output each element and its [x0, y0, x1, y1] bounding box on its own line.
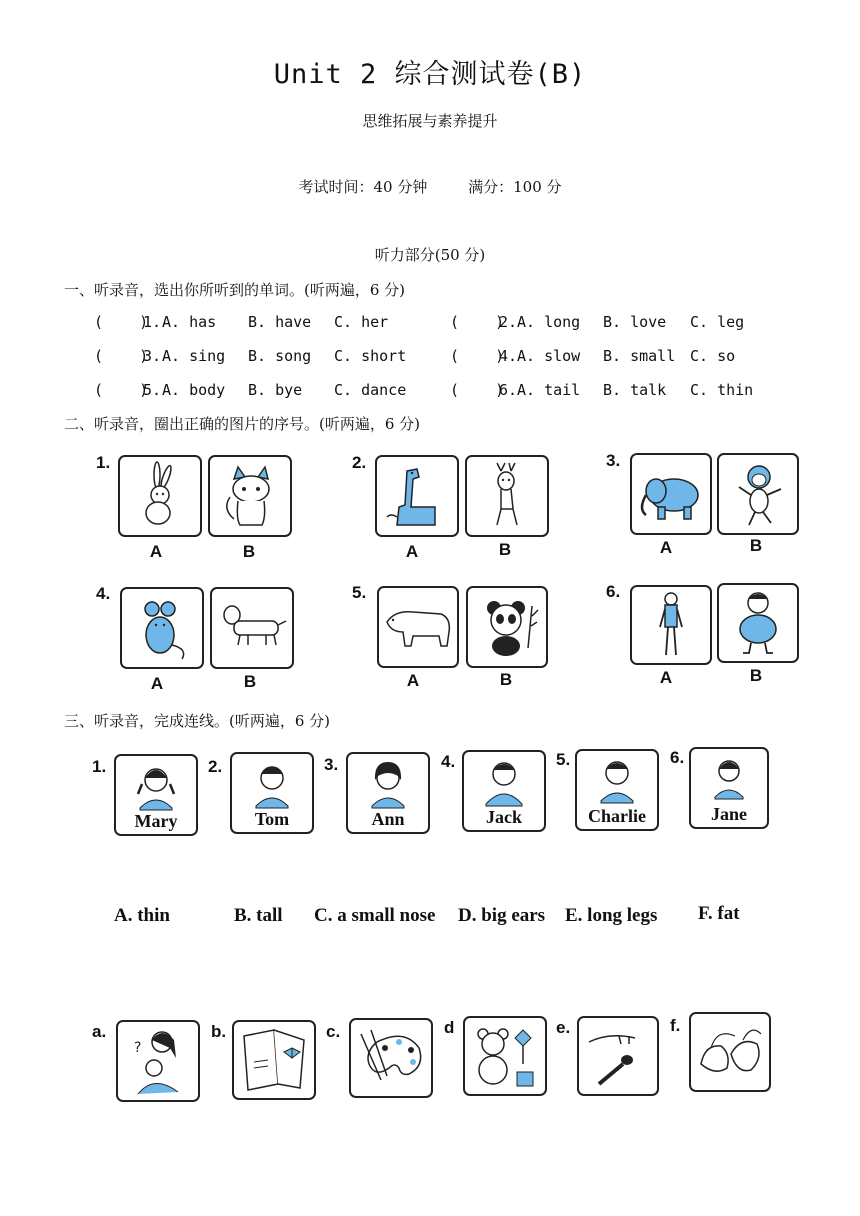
option-b: B. talk [603, 381, 667, 399]
panda-icon [468, 588, 546, 666]
activity-picture[interactable] [577, 1016, 659, 1096]
cat-icon [210, 457, 290, 535]
option-b: B. love [603, 313, 667, 331]
person-card[interactable] [689, 747, 769, 829]
picture-number: c. [326, 1022, 341, 1041]
elephant-icon [632, 455, 710, 533]
mouse-icon [122, 589, 202, 667]
question-row-2 [0, 347, 860, 369]
question-number: 2. [499, 313, 518, 331]
person-card[interactable] [114, 754, 198, 836]
person-name: Mary [134, 811, 178, 831]
item-number: 5. [352, 583, 367, 602]
picture-option-b[interactable] [465, 455, 549, 537]
thin-boy-icon [632, 587, 710, 663]
person-number: 3. [324, 755, 339, 774]
item-number: 1. [96, 453, 111, 472]
card-icon [234, 1022, 314, 1098]
item-number: 3. [606, 451, 621, 470]
toys-icon [465, 1018, 545, 1094]
option-b: B. bye [248, 381, 303, 399]
section2-heading: 二、听录音，圈出正确的图片的序号。(听两遍，6 分) [64, 415, 421, 433]
option-label-b: B [749, 666, 763, 685]
question-number: 5. [143, 381, 162, 399]
option-label-a: A [150, 674, 164, 693]
answer-paren[interactable]: ( ) [450, 313, 505, 331]
picture-option-a[interactable] [377, 586, 459, 668]
option-c: C. so [690, 347, 736, 365]
person-number: 6. [670, 748, 685, 767]
picture-option-a[interactable] [118, 455, 202, 537]
option-a: A. has [162, 313, 217, 331]
mother-child-icon [118, 1022, 198, 1100]
person-card[interactable] [230, 752, 314, 834]
option-b: B. song [248, 347, 312, 365]
item-number: 6. [606, 582, 621, 601]
picture-number: f. [670, 1016, 681, 1035]
option-label-b: B [749, 536, 763, 555]
picture-option-b[interactable] [717, 453, 799, 535]
picture-option-a[interactable] [375, 455, 459, 537]
fat-boy-icon [719, 585, 797, 661]
question-number: 1. [143, 313, 162, 331]
option-label-a: A [659, 538, 673, 557]
option-a: A. sing [162, 347, 226, 365]
option-c: C. her [334, 313, 389, 331]
picture-option-b[interactable] [208, 455, 292, 537]
person-number: 5. [556, 750, 571, 769]
picture-number: e. [556, 1018, 571, 1037]
activity-picture[interactable] [463, 1016, 547, 1096]
answer-paren[interactable]: ( ) [94, 313, 149, 331]
option-label-b: B [498, 540, 512, 559]
description-option[interactable]: D. big ears [458, 905, 546, 926]
person-card[interactable] [462, 750, 546, 832]
description-option[interactable]: C. a small nose [314, 905, 436, 926]
svg-text:?: ? [134, 1040, 142, 1056]
picture-option-b[interactable] [466, 586, 548, 668]
section1-heading: 一、听录音，选出你所听到的单词。(听两遍，6 分) [64, 281, 406, 299]
picture-option-a[interactable] [630, 453, 712, 535]
question-row-3 [0, 381, 860, 403]
person-name: Jack [486, 807, 522, 827]
person-card[interactable] [346, 752, 430, 834]
item-number: 4. [96, 584, 111, 603]
activity-picture[interactable] [689, 1012, 771, 1092]
page-title: Unit 2 综合测试卷(B) [273, 59, 587, 90]
picture-number: a. [92, 1022, 107, 1041]
dance-shoes-icon [691, 1014, 769, 1090]
person-number: 1. [92, 757, 107, 776]
rabbit-icon [120, 457, 200, 535]
picture-number: b. [211, 1022, 227, 1041]
picture-option-a[interactable] [120, 587, 204, 669]
picture-number: d [444, 1018, 455, 1037]
option-label-b: B [242, 542, 256, 561]
answer-paren[interactable]: ( ) [94, 347, 149, 365]
listening-part-heading: 听力部分(50 分) [374, 246, 486, 264]
person-card[interactable] [575, 749, 659, 831]
answer-paren[interactable]: ( ) [450, 381, 505, 399]
person-name: Ann [371, 809, 405, 829]
description-option[interactable]: A. thin [114, 905, 170, 926]
deer-icon [467, 457, 547, 535]
page-subtitle: 思维拓展与素养提升 [362, 112, 498, 130]
option-a: A. body [162, 381, 226, 399]
description-option[interactable]: E. long legs [565, 905, 658, 926]
option-c: C. thin [690, 381, 754, 399]
polar-bear-icon [379, 588, 457, 666]
description-option[interactable]: B. tall [234, 905, 283, 926]
dog-icon [212, 589, 292, 667]
paint-palette-icon [351, 1020, 431, 1096]
picture-option-b[interactable] [717, 583, 799, 663]
answer-paren[interactable]: ( ) [450, 347, 505, 365]
answer-paren[interactable]: ( ) [94, 381, 149, 399]
option-label-a: A [405, 542, 419, 561]
question-number: 6. [499, 381, 518, 399]
option-c: C. dance [334, 381, 407, 399]
person-name: Tom [254, 809, 290, 829]
option-b: B. small [603, 347, 676, 365]
option-label-b: B [243, 672, 257, 691]
question-row-1 [0, 313, 860, 335]
exam-time: 考试时间：40 分钟 [298, 178, 428, 196]
picture-option-b[interactable] [210, 587, 294, 669]
person-name: Jane [711, 804, 747, 824]
person-number: 4. [441, 752, 456, 771]
question-number: 3. [143, 347, 162, 365]
option-label-a: A [659, 668, 673, 687]
exam-score: 满分：100 分 [468, 178, 562, 196]
option-a: A. tail [517, 381, 581, 399]
giraffe-icon [377, 457, 457, 535]
activity-picture[interactable] [232, 1020, 316, 1100]
option-label-a: A [149, 542, 163, 561]
section3-heading: 三、听录音，完成连线。(听两遍，6 分) [64, 712, 331, 730]
option-c: C. leg [690, 313, 745, 331]
option-c: C. short [334, 347, 407, 365]
person-number: 2. [208, 757, 223, 776]
exam-info [0, 176, 860, 197]
option-label-b: B [499, 670, 513, 689]
option-a: A. slow [517, 347, 581, 365]
description-option[interactable]: F. fat [698, 903, 740, 924]
option-a: A. long [517, 313, 581, 331]
option-b: B. have [248, 313, 312, 331]
microphone-icon [579, 1018, 657, 1094]
option-label-a: A [406, 671, 420, 690]
activity-picture[interactable] [116, 1020, 200, 1102]
monkey-icon [719, 455, 797, 533]
question-number: 4. [499, 347, 518, 365]
item-number: 2. [352, 453, 367, 472]
picture-option-a[interactable] [630, 585, 712, 665]
person-name: Charlie [588, 806, 646, 826]
activity-picture[interactable] [349, 1018, 433, 1098]
